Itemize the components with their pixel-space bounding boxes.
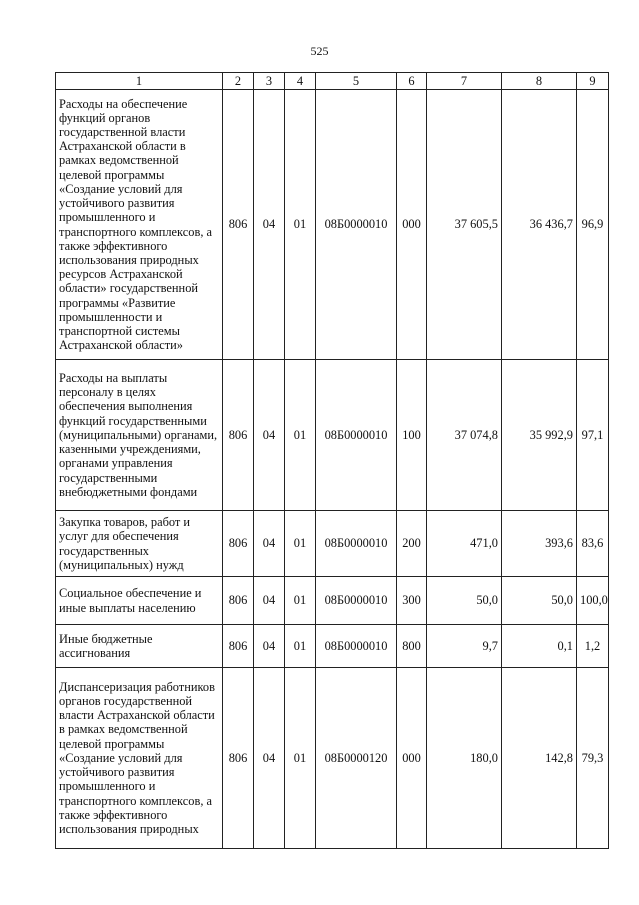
cell-target-article: 08Б0000120 [316,668,397,849]
cell-percent: 79,3 [577,668,609,849]
cell-expense-type: 000 [397,668,427,849]
cell-ministry-code: 806 [223,90,254,360]
cell-executed: 142,8 [502,668,577,849]
cell-expense-type: 800 [397,625,427,668]
row-description: Закупка товаров, работ и услуг для обеспечения государственных (муниципальных) нужд [56,511,223,577]
cell-percent: 100,0 [577,577,609,625]
cell-expense-type: 000 [397,90,427,360]
cell-percent: 83,6 [577,511,609,577]
col-header-1: 1 [56,73,223,90]
cell-ministry-code: 806 [223,360,254,511]
cell-subsection: 01 [285,360,316,511]
cell-section: 04 [254,577,285,625]
table-header-row [56,73,609,90]
cell-target-article: 08Б0000010 [316,90,397,360]
cell-subsection: 01 [285,90,316,360]
cell-percent: 97,1 [577,360,609,511]
col-header-4: 4 [285,73,316,90]
cell-expense-type: 100 [397,360,427,511]
row-description: Социальное обеспечение и иные выплаты населению [56,577,223,625]
table-row [56,90,609,360]
cell-ministry-code: 806 [223,668,254,849]
row-description: Иные бюджетные ассигнования [56,625,223,668]
cell-planned: 9,7 [427,625,502,668]
table-row [56,511,609,577]
col-header-5: 5 [316,73,397,90]
cell-section: 04 [254,511,285,577]
cell-ministry-code: 806 [223,625,254,668]
table-row [56,360,609,511]
cell-subsection: 01 [285,625,316,668]
row-description: Расходы на обеспечение функций органов государственной власти Астраханской области в рамках ведомственной целевой программы «Создание условий для устойчивого развития промышленного и транспортного комплексов, а также эффективного использования природных ресурсов Астраханской области» государственной программы «Развитие промышленности и транспортной системы Астраханской области» [56,90,223,360]
cell-target-article: 08Б0000010 [316,577,397,625]
cell-expense-type: 300 [397,577,427,625]
table-row [56,625,609,668]
table-row [56,668,609,849]
col-header-7: 7 [427,73,502,90]
cell-ministry-code: 806 [223,577,254,625]
cell-subsection: 01 [285,511,316,577]
cell-percent: 96,9 [577,90,609,360]
cell-subsection: 01 [285,668,316,849]
cell-executed: 393,6 [502,511,577,577]
cell-executed: 36 436,7 [502,90,577,360]
row-description: Расходы на выплаты персоналу в целях обеспечения выполнения функций государственными (муниципальными) органами, казенными учреждениями, органами управления государственными внебюджетными фондами [56,360,223,511]
cell-expense-type: 200 [397,511,427,577]
cell-executed: 35 992,9 [502,360,577,511]
cell-planned: 50,0 [427,577,502,625]
cell-section: 04 [254,90,285,360]
cell-ministry-code: 806 [223,511,254,577]
cell-section: 04 [254,668,285,849]
cell-executed: 0,1 [502,625,577,668]
col-header-8: 8 [502,73,577,90]
cell-percent: 1,2 [577,625,609,668]
cell-planned: 37 074,8 [427,360,502,511]
cell-section: 04 [254,625,285,668]
cell-section: 04 [254,360,285,511]
cell-planned: 471,0 [427,511,502,577]
budget-table [55,72,609,849]
cell-planned: 37 605,5 [427,90,502,360]
col-header-2: 2 [223,73,254,90]
cell-target-article: 08Б0000010 [316,360,397,511]
row-description: Диспансеризация работников органов государственной власти Астраханской области в рамках ведомственной целевой программы «Создание условий для устойчивого развития промышленного и транспортного комплексов, а также эффективного использования природных [56,668,223,849]
cell-target-article: 08Б0000010 [316,625,397,668]
col-header-9: 9 [577,73,609,90]
cell-planned: 180,0 [427,668,502,849]
col-header-3: 3 [254,73,285,90]
cell-executed: 50,0 [502,577,577,625]
cell-target-article: 08Б0000010 [316,511,397,577]
table-row [56,577,609,625]
cell-subsection: 01 [285,577,316,625]
page-number: 525 [310,44,329,58]
col-header-6: 6 [397,73,427,90]
